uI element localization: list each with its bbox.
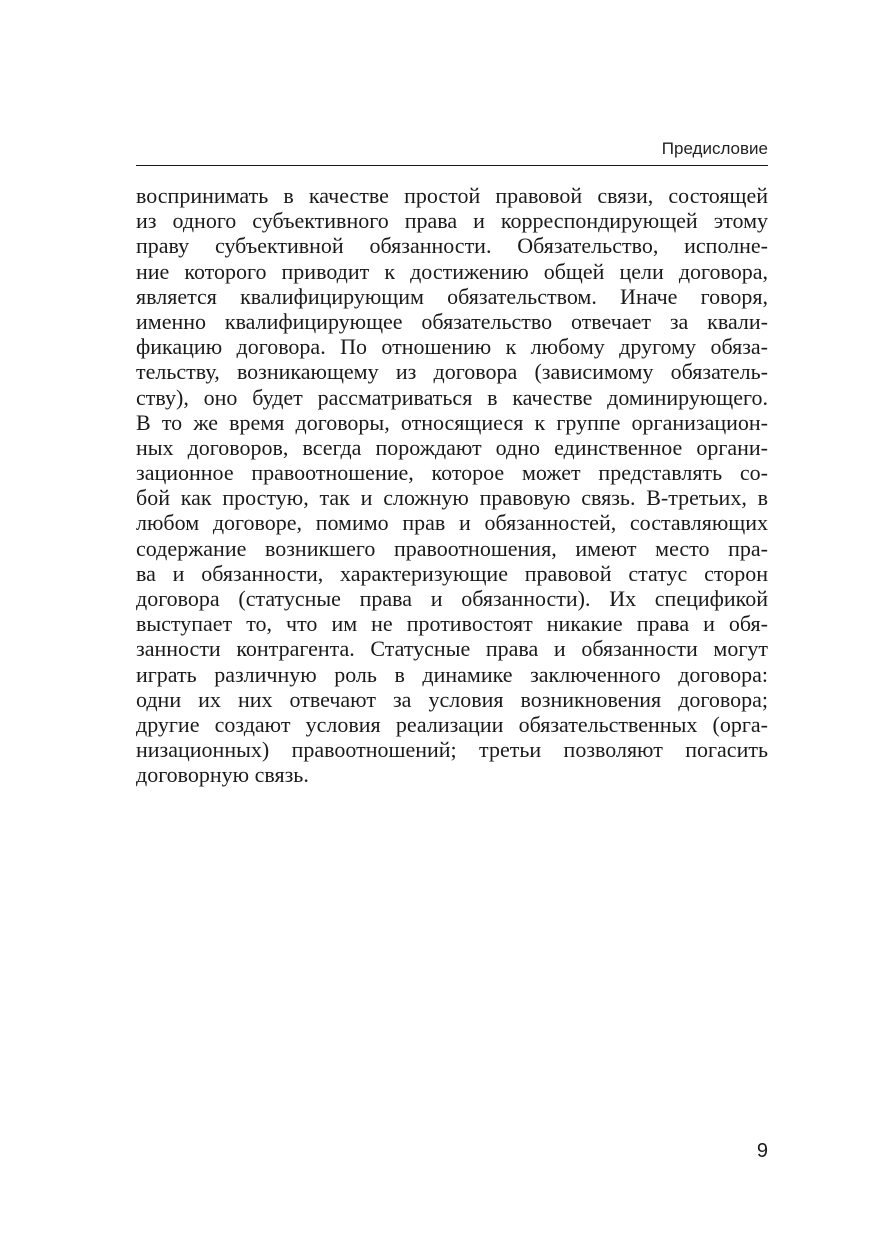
text-line: ных договоров, всегда порождают одно единственное органи- — [136, 434, 768, 460]
text-line: любом договоре, помимо прав и обязанностей, составляющих — [136, 510, 768, 536]
text-line: В то же время договоры, относящиеся к группе организацион- — [136, 409, 768, 435]
text-line: является квалифицирующим обязательством. Иначе говоря, — [136, 283, 768, 309]
text-line: тельству, возникающему из договора (зависимому обязатель- — [136, 359, 768, 385]
text-line: одни их них отвечают за условия возникновения договора; — [136, 686, 768, 712]
text-line: выступает то, что им не противостоят никакие права и обя- — [136, 611, 768, 637]
text-line: фикацию договора. По отношению к любому другому обяза- — [136, 334, 768, 360]
text-line: низационных) правоотношений; третьи позволяют погасить — [136, 737, 768, 763]
text-line: именно квалифицирующее обязательство отвечает за квали- — [136, 308, 768, 334]
header-rule — [136, 165, 768, 166]
text-line: из одного субъективного права и корреспондирующей этому — [136, 208, 768, 234]
text-line: воспринимать в качестве простой правовой связи, состоящей — [136, 183, 768, 208]
text-line-last: договорную связь. — [136, 762, 309, 788]
text-line: ству), оно будет рассматриваться в качестве доминирующего. — [136, 384, 768, 410]
text-line: договора (статусные права и обязанности). Их спецификой — [136, 586, 768, 611]
text-line: содержание возникшего правоотношения, имеют место пра- — [136, 535, 768, 561]
text-line: праву субъективной обязанности. Обязательство, исполне- — [136, 233, 768, 259]
text-line: бой как простую, так и сложную правовую связь. В-третьих, в — [136, 485, 768, 511]
running-header: Предисловие — [661, 139, 768, 158]
text-line: занности контрагента. Статусные права и обязанности могут — [136, 636, 768, 662]
text-line: зационное правоотношение, которое может представлять со- — [136, 460, 768, 486]
page-number: 9 — [756, 1140, 768, 1162]
text-line: играть различную роль в динамике заключенного договора: — [136, 661, 768, 687]
text-line: другие создают условия реализации обязательственных (орга- — [136, 711, 768, 737]
body-text — [136, 183, 768, 788]
text-line: ва и обязанности, характеризующие правовой статус сторон — [136, 560, 768, 586]
text-line: ние которого приводит к достижению общей цели договора, — [136, 258, 768, 284]
